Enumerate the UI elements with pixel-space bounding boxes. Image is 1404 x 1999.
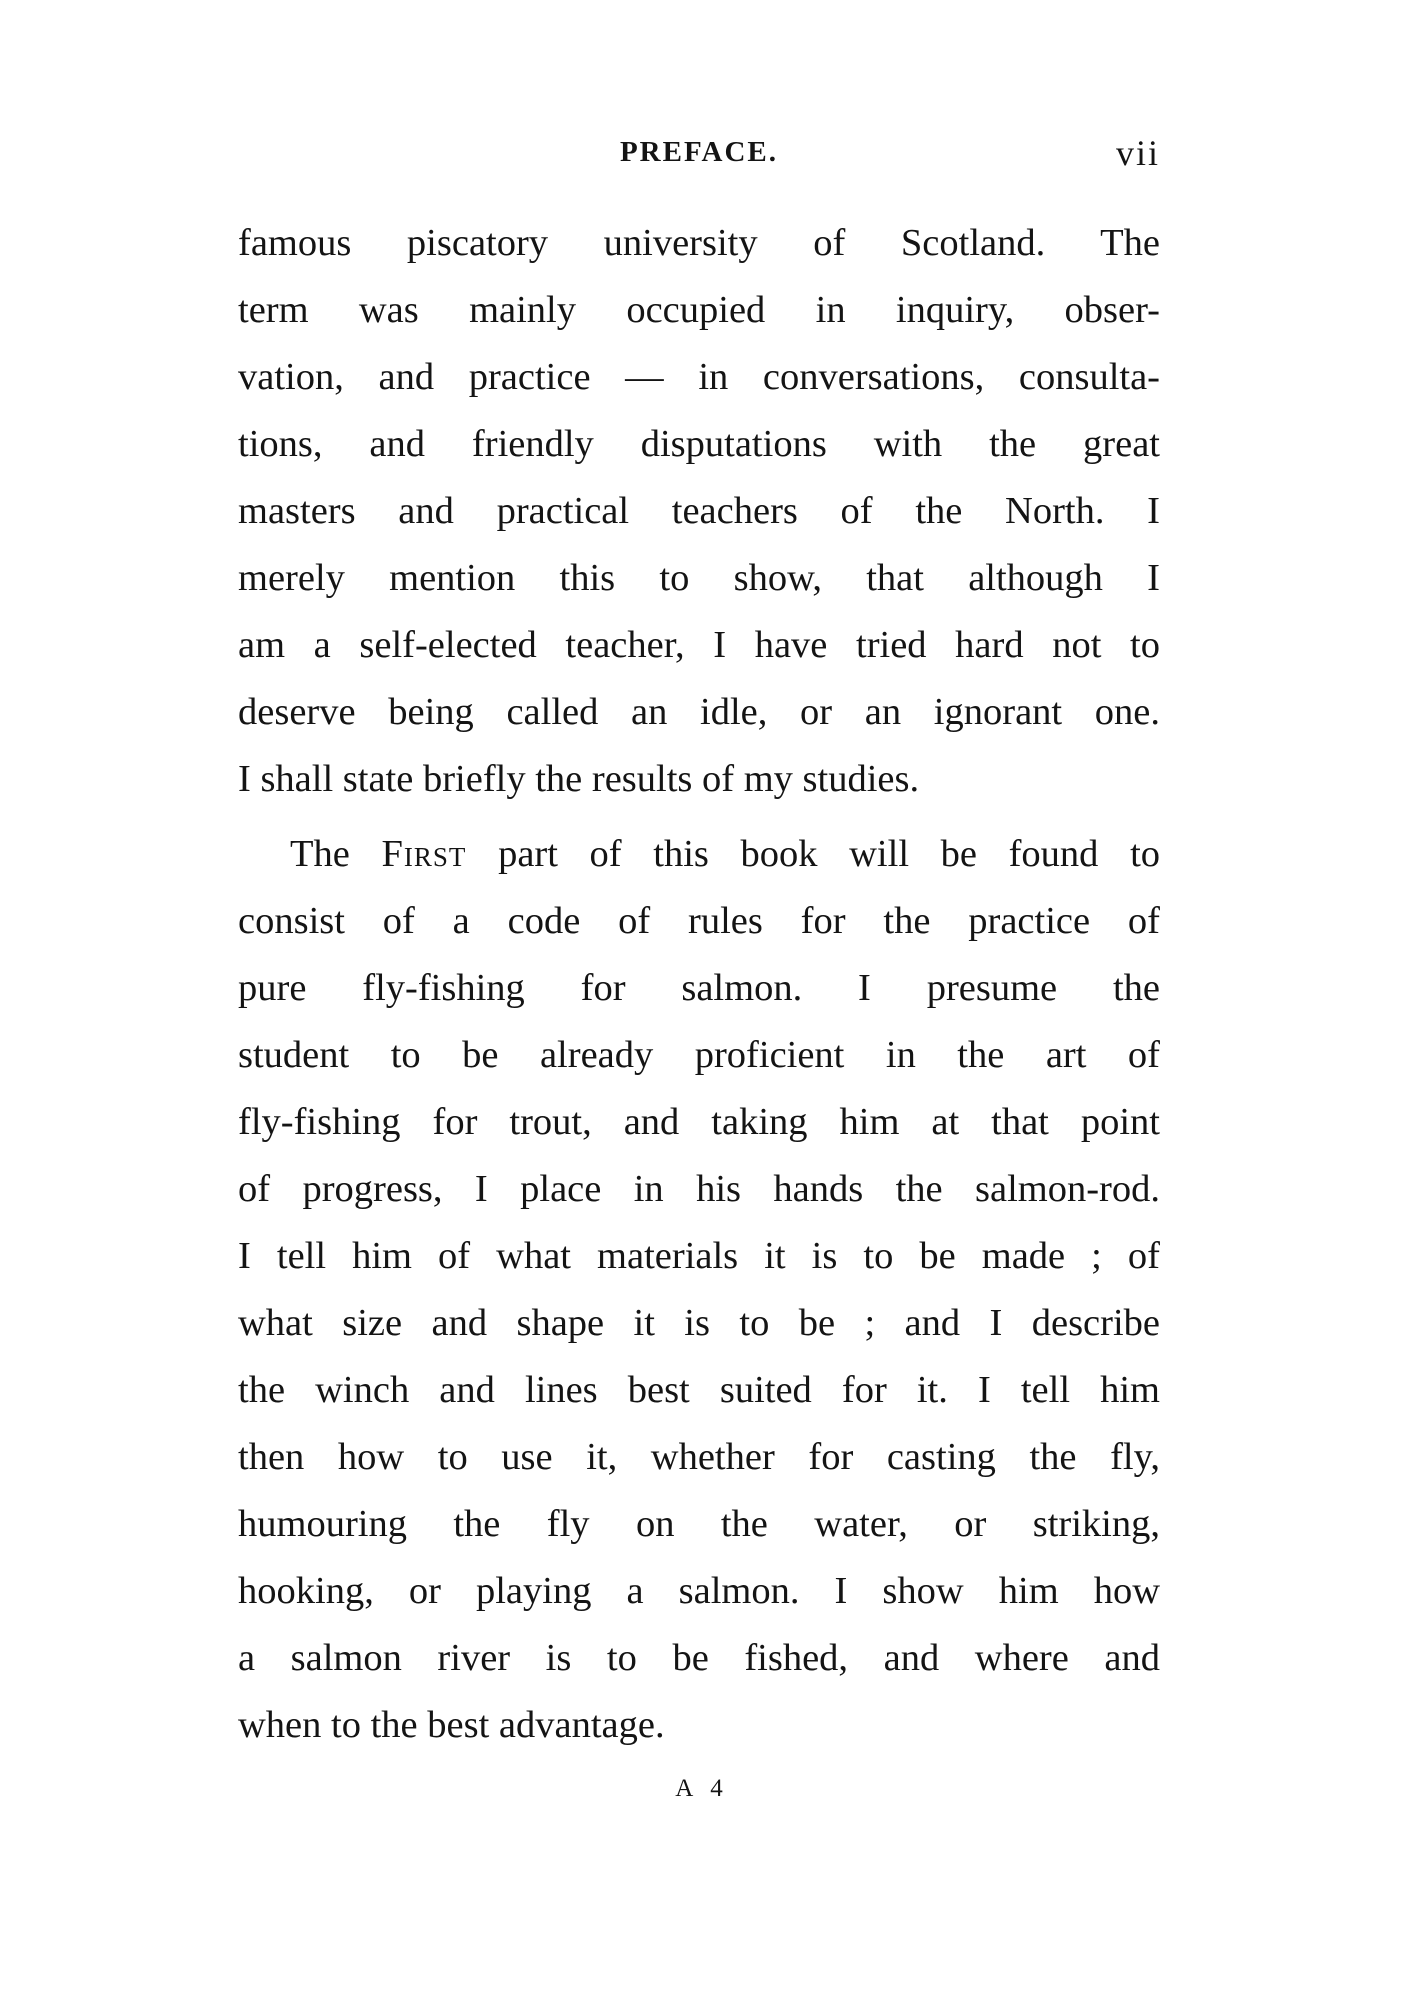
text-line: student to be already proficient in the art of [238, 1034, 1160, 1076]
text-line: then how to use it, whether for casting the fly, [238, 1436, 1160, 1478]
paragraph-2 [238, 821, 1160, 1759]
text-line: fly-fishing for trout, and taking him at that point [238, 1101, 1160, 1143]
signature-mark: A 4 [675, 1775, 729, 1802]
text-line: a salmon river is to be fished, and where and [238, 1637, 1160, 1679]
text-line: am a self-elected teacher, I have tried hard not to [238, 624, 1160, 666]
text-line: the winch and lines best suited for it. I tell him [238, 1369, 1160, 1411]
text-line: famous piscatory university of Scotland. The [238, 222, 1160, 264]
page-number: vii [1115, 133, 1160, 173]
text-line: tions, and friendly disputations with the great [238, 423, 1160, 465]
text-line-first [238, 821, 1160, 888]
paragraph-1 [238, 210, 1160, 813]
text-line: what size and shape it is to be ; and I describe [238, 1302, 1160, 1344]
text-line: vation, and practice — in conversations, consulta- [238, 356, 1160, 398]
running-head [238, 133, 1160, 176]
running-title: PREFACE. [619, 136, 779, 168]
text-line: pure fly-fishing for salmon. I presume the [238, 967, 1160, 1009]
text-line: merely mention this to show, that although I [238, 557, 1160, 599]
text-line: hooking, or playing a salmon. I show him how [238, 1570, 1160, 1612]
text-line: when to the best advantage. [238, 1704, 665, 1746]
lead-word: The [290, 833, 350, 875]
lead-rest: part of this book will be found to [498, 833, 1161, 875]
text-line: deserve being called an idle, or an ignorant one. [238, 691, 1160, 733]
body-text [238, 210, 1160, 1759]
smallcaps-word: First [381, 833, 467, 875]
text-line: masters and practical teachers of the North. I [238, 490, 1160, 532]
text-line: term was mainly occupied in inquiry, obser- [238, 289, 1160, 331]
text-line: I tell him of what materials it is to be made ; of [238, 1235, 1160, 1277]
text-line: of progress, I place in his hands the salmon-rod. [238, 1168, 1160, 1210]
text-line: consist of a code of rules for the practice of [238, 900, 1160, 942]
paragraph-gap [238, 813, 1160, 821]
text-line: humouring the fly on the water, or striking, [238, 1503, 1160, 1545]
text-line: I shall state briefly the results of my studies. [238, 758, 920, 800]
